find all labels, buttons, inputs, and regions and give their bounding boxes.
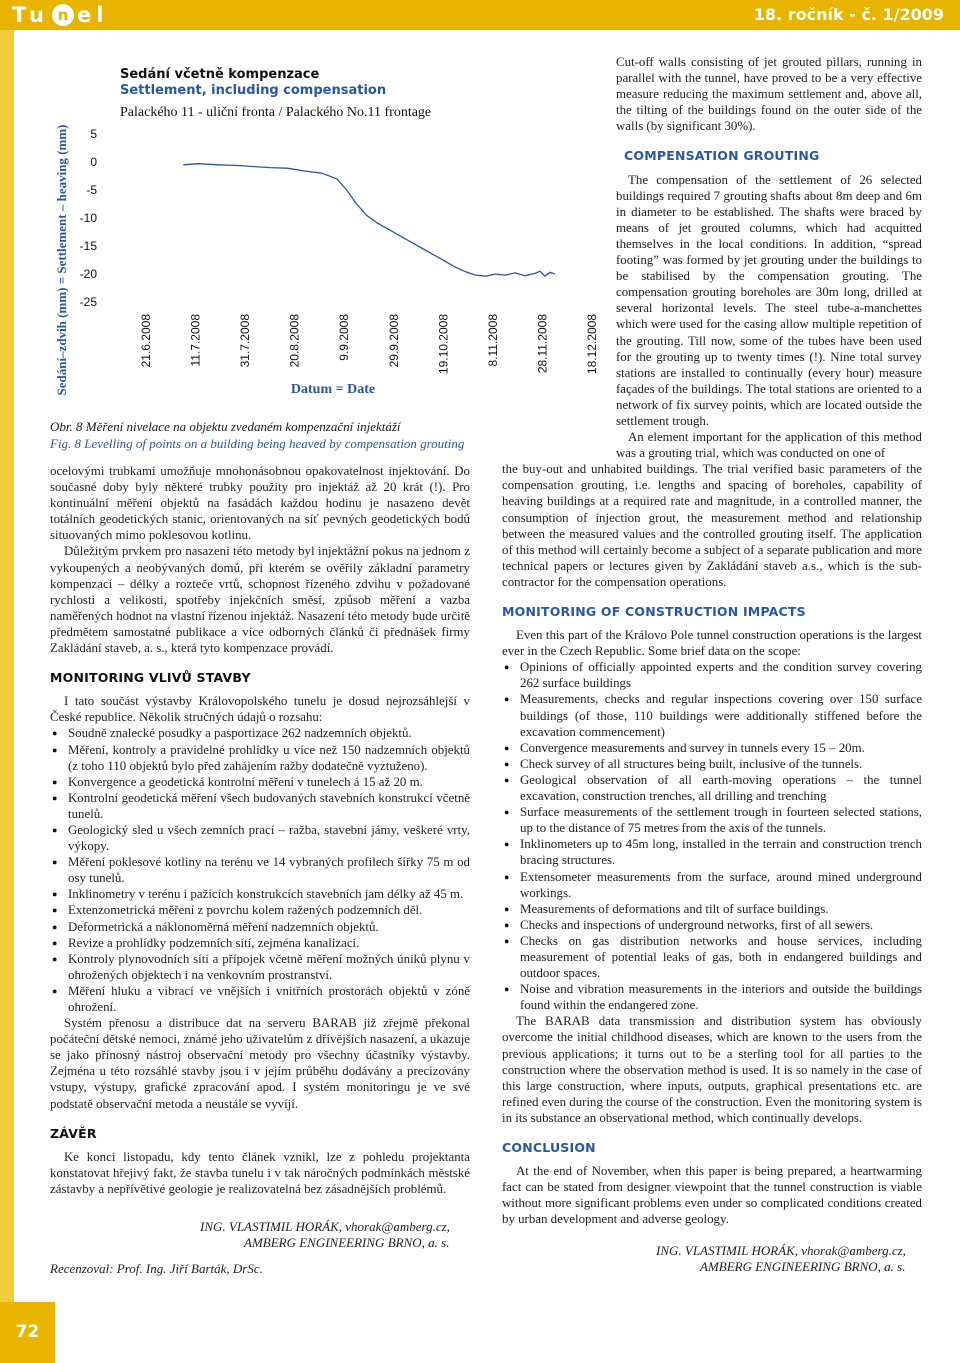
x-tick-label: 20.8.2008 [287, 314, 302, 368]
x-tick-label: 28.11.2008 [535, 314, 550, 374]
right-signature-company: AMBERG ENGINEERING BRNO, a. s. [700, 1259, 906, 1275]
y-tick-label: -5 [86, 183, 97, 197]
left-paragraph-1: ocelovými trubkami umožňuje mnohonásobnou opakovatelnost injektování. Do současné doby byly některé trubky použity pro injektáž až 20 krát (!). Pro kontinuální měření objektů na fasádách každou hodinu je nasazeno devět totálních geodetických stanic, orientovaných na síť pevných geodetických bodů situovaných mimo poklesovou kotlinu. [50, 464, 470, 543]
right-bullet-item: ● Measurements of deformations and tilt of surface buildings. [502, 901, 922, 917]
left-bullet-list [50, 725, 470, 1015]
y-tick-label: -15 [79, 239, 97, 253]
left-paragraph-4: Systém přenosu a distribuce dat na serveru BARAB již zřejmě překonal počáteční dětské nemoci, známé jeho uživatelům z dřívějších nasazení, a ukazuje se jako přínosný nástroj observační metody pro všechny účastníky výstavby. Zejména u této rozsáhlé stavby jsou i v jejím průběhu dodávány a precizovány vstupy, výstupy, grafické zpracování apod. I systém monitoringu je ve své podstatě observační metoda a neustále se vyvíjí. [50, 1016, 470, 1111]
right-paragraph-3b: the buy-out and unhabited buildings. The trial verified basic parameters of the compensation grouting, i.e. lengths and spacing of boreholes, capability of heaving buildings at a required rate and magnitude, in a controlled manner, the consumption of injection grout, the measurement method and relationship between the measured values and the controlled grouting itself. The application of this method will certainly become a subject of a separate publication and more technical papers or lectures given by Zakládání staveb a.s., which is the sub-contractor for the compensation operations. [502, 462, 922, 589]
tunel-logo: Tu n el [12, 3, 109, 27]
x-tick-label: 19.10.2008 [436, 314, 451, 375]
heading-compensation-grouting: COMPENSATION GROUTING [624, 148, 820, 164]
left-signature-author: ING. VLASTIMIL HORÁK, vhorak@amberg.cz, [200, 1219, 450, 1235]
right-bullet-list [502, 659, 922, 1013]
right-paragraph-5: The BARAB data transmission and distribution system has obviously overcome the initial childhood diseases, which are known to the users from the previous applications; it turns out to be a sterling tool for all parties to the construction where the observation method is used. It is so namely in the case of this large construction, where inputs, outputs, graphical presentations etc. are refined even during the course of the construction. Even the monitoring system is in its substance an observational method, which continually develops. [502, 1014, 922, 1125]
chart-subtitle: Palackého 11 - uliční fronta / Palackého No.11 frontage [120, 105, 432, 120]
right-bullet-item: ● Convergence measurements and survey in tunnels every 15 – 20m. [502, 740, 922, 756]
issue-label: 18. ročník - č. 1/2009 [753, 5, 944, 24]
x-tick-label: 18.12.2008 [585, 314, 599, 375]
right-bullet-item: ● Geological observation of all earth-moving operations – the tunnel excavation, construction trenches, all drilling and trenching [502, 772, 922, 804]
caption-en: Fig. 8 Levelling of points on a building being heaved by compensation grouting [50, 436, 465, 451]
left-bullet-item: ● Inklinometry v terénu i pažících konstrukcích stavebních jam délky až 45 m. [50, 886, 470, 902]
y-tick-label: -20 [79, 267, 97, 281]
x-tick-label: 29.9.2008 [386, 314, 401, 368]
heading-monitoring-vlivu: MONITORING VLIVŮ STAVBY [50, 670, 251, 686]
left-column [50, 463, 470, 1277]
right-bullet-item: ● Surface measurements of the settlement trough in fourteen selected stations, up to the distance of 75 metres from the axis of the tunnels. [502, 804, 922, 836]
right-paragraph-3a: An element important for the application of this method was a grouting trial, which was conducted on one of [616, 430, 922, 461]
x-tick-label: 9.9.2008 [337, 314, 352, 361]
heading-zaver: ZÁVĚR [50, 1125, 97, 1141]
left-paragraph-5: Ke konci listopadu, kdy tento článek vznikl, lze z pohledu projektanta konstatovat hřejivý fakt, že stavba tunelu i v tak náročných podmínkách městské zástavby a nepřívětivé geologie je realizovatelná bez zásadnějších problémů. [50, 1149, 470, 1196]
left-bullet-item: ● Měření poklesové kotliny na terénu ve 14 vybraných profilech šířky 75 m od osy tunelů. [50, 854, 470, 886]
right-bullet-item: ● Opinions of officially appointed experts and the condition survey covering 262 surface buildings [502, 659, 922, 691]
right-paragraph-2: The compensation of the settlement of 26 selected buildings required 7 grouting shafts about 8m deep and 6m in diameter to be established. The shafts were braced by means of jet grouted columns, which had acquitted themselves in the local conditions. In addition, “spread footing” was formed by jet grouting under the buildings to be stabilised by the compensation grouting. The compensation grouting boreholes are 30m long, drilled at several horizontal levels. The steel tube-a-manchettes which were used for the casing allow multiple repetition of the grouting. Till now, some of the tubes have been used for the grouting up to twenty times (!). Nine total survey stations are installed to continually (every hour) measure façades of the buildings. The total stations are oriented to a network of fix survey points, which are located outside the settlement trough. [616, 172, 922, 428]
right-bullet-item: ● Checks on gas distribution networks and house services, including measurement of potential leaks of gas, both in endangered buildings and outdoor spaces. [502, 933, 922, 981]
x-tick-label: 31.7.2008 [238, 314, 253, 368]
left-signature-company: AMBERG ENGINEERING BRNO, a. s. [244, 1235, 450, 1251]
right-bullet-item: ● Inklinometers up to 45m long, installed in the terrain and construction trench bracing structures. [502, 836, 922, 868]
reviewer: Recenzoval: Prof. Ing. Jiří Barták, DrSc. [50, 1261, 263, 1277]
left-bullet-item: ● Geologický sled u všech zemních prací – ražba, stavební jámy, veškeré vrty, výkopy. [50, 822, 470, 854]
right-bullet-item: ● Checks and inspections of underground networks, first of all sewers. [502, 917, 922, 933]
header-bar [0, 0, 960, 30]
right-bullet-item: ● Measurements, checks and regular inspections covering over 150 surface buildings (of those, 110 buildings were additionally stiffened before the excavation commencement) [502, 691, 922, 739]
left-bullet-item: ● Kontrolní geodetická měření všech budovaných stavebních konstrukcí včetně tunelů. [50, 790, 470, 822]
heading-monitoring-impacts: MONITORING OF CONSTRUCTION IMPACTS [502, 604, 806, 619]
left-bullet-item: ● Měření, kontroly a pravidelné prohlídky u více než 150 nadzemních objektů (z toho 110 objektů bylo před zahájením ražby dodatečně vyztuženo). [50, 742, 470, 774]
left-bullet-item: ● Extenzometrická měření z povrchu kolem ražených podzemních děl. [50, 902, 470, 918]
right-paragraph-1: Cut-off walls consisting of jet grouted pillars, running in parallel with the tunnel, have proved to be a very effective measure reducing the maximum settlement and, above all, the tilting of the buildings found on the outer side of the walls (by significant 30%). [616, 55, 922, 134]
y-tick-label: -10 [79, 211, 97, 225]
caption-cz: Obr. 8 Měření nivelace na objektu zvedaném kompenzační injektáží [50, 419, 401, 434]
right-column [502, 54, 922, 1275]
right-paragraph-6: At the end of November, when this paper is being prepared, a heartwarming fact can be stated from designer viewpoint that the tunnel construction is viable without more significant problems even under so complicated conditions created by urban development and adverse geology. [502, 1164, 922, 1227]
left-paragraph-3: I tato součást výstavby Královopolského tunelu je dosud nejrozsáhlejší v České republice. Několik stručných údajů o rozsahu: [50, 694, 470, 725]
left-signature [200, 1219, 470, 1251]
figure-caption [50, 418, 500, 452]
left-gutter [0, 30, 14, 1363]
heading-conclusion: CONCLUSION [502, 1140, 596, 1155]
right-signature-author: ING. VLASTIMIL HORÁK, vhorak@amberg.cz, [656, 1243, 906, 1259]
y-tick-label: 5 [90, 127, 97, 141]
chart-x-axis-label: Datum = Date [290, 382, 376, 397]
x-tick-label: 21.6.2008 [139, 314, 153, 368]
left-bullet-item: ● Revize a prohlídky podzemních sítí, zejména kanalizací. [50, 935, 470, 951]
right-bullet-item: ● Check survey of all structures being built, inclusive of the tunnels. [502, 756, 922, 772]
x-tick-label: 8.11.2008 [485, 314, 500, 367]
right-bullet-item: ● Extensometer measurements from the surface, around mined underground workings. [502, 869, 922, 901]
left-bullet-item: ● Kontroly plynovodních sítí a přípojek včetně měření možných úniků plynu v ohrožených objektech i na venkovním prostranství. [50, 951, 470, 983]
right-bullet-item: ● Noise and vibration measurements in the interiors and outside the buildings found within the endangered zone. [502, 981, 922, 1013]
y-tick-label: -25 [79, 295, 97, 309]
right-paragraph-4: Even this part of the Královo Pole tunnel construction operations is the largest ever in the Czech Republic. Some brief data on the scope: [502, 628, 922, 659]
y-tick-label: 0 [90, 155, 97, 169]
x-tick-label: 11.7.2008 [188, 314, 203, 367]
right-signature [656, 1243, 922, 1275]
left-bullet-item: ● Konvergence a geodetická kontrolní měření v tunelech á 15 až 20 m. [50, 774, 470, 790]
chart-y-axis-label: Sedání–zdvih (mm) = Settlement – heaving (mm) [54, 124, 69, 396]
left-bullet-item: ● Soudně znalecké posudky a pasportizace 262 nadzemních objektů. [50, 725, 470, 741]
left-paragraph-2: Důležitým prvkem pro nasazení této metody byl injektážní pokus na jednom z vykoupených a neobývaných domů, při kterém se ověřily základní parametry kompenzací – délky a rozteče vrtů, schopnost řízeného zdvihu v požadované rychlosti a velikosti, spotřeby injekčních směsí, způsob měření a vazba naměřených hodnot na vlastní řízenou injektáž. Nasazení této metody bude určitě předmětem samostatné publikace a více odborných článků či přednášek firmy Zakládání staveb, a. s., která tyto kompenzace provádí. [50, 544, 470, 656]
chart-title-cz: Sedání včetně kompenzace [120, 67, 320, 82]
left-bullet-item: ● Měření hluku a vibrací ve vnějších i vnitřních prostorách objektů v zóně ohrožení. [50, 983, 470, 1015]
chart-title-en: Settlement, including compensation [120, 83, 387, 98]
page-number: 72 [0, 1302, 55, 1363]
left-bullet-item: ● Deformetrická a náklonoměrná měření nadzemních objektů. [50, 919, 470, 935]
settlement-series-line [183, 164, 555, 277]
